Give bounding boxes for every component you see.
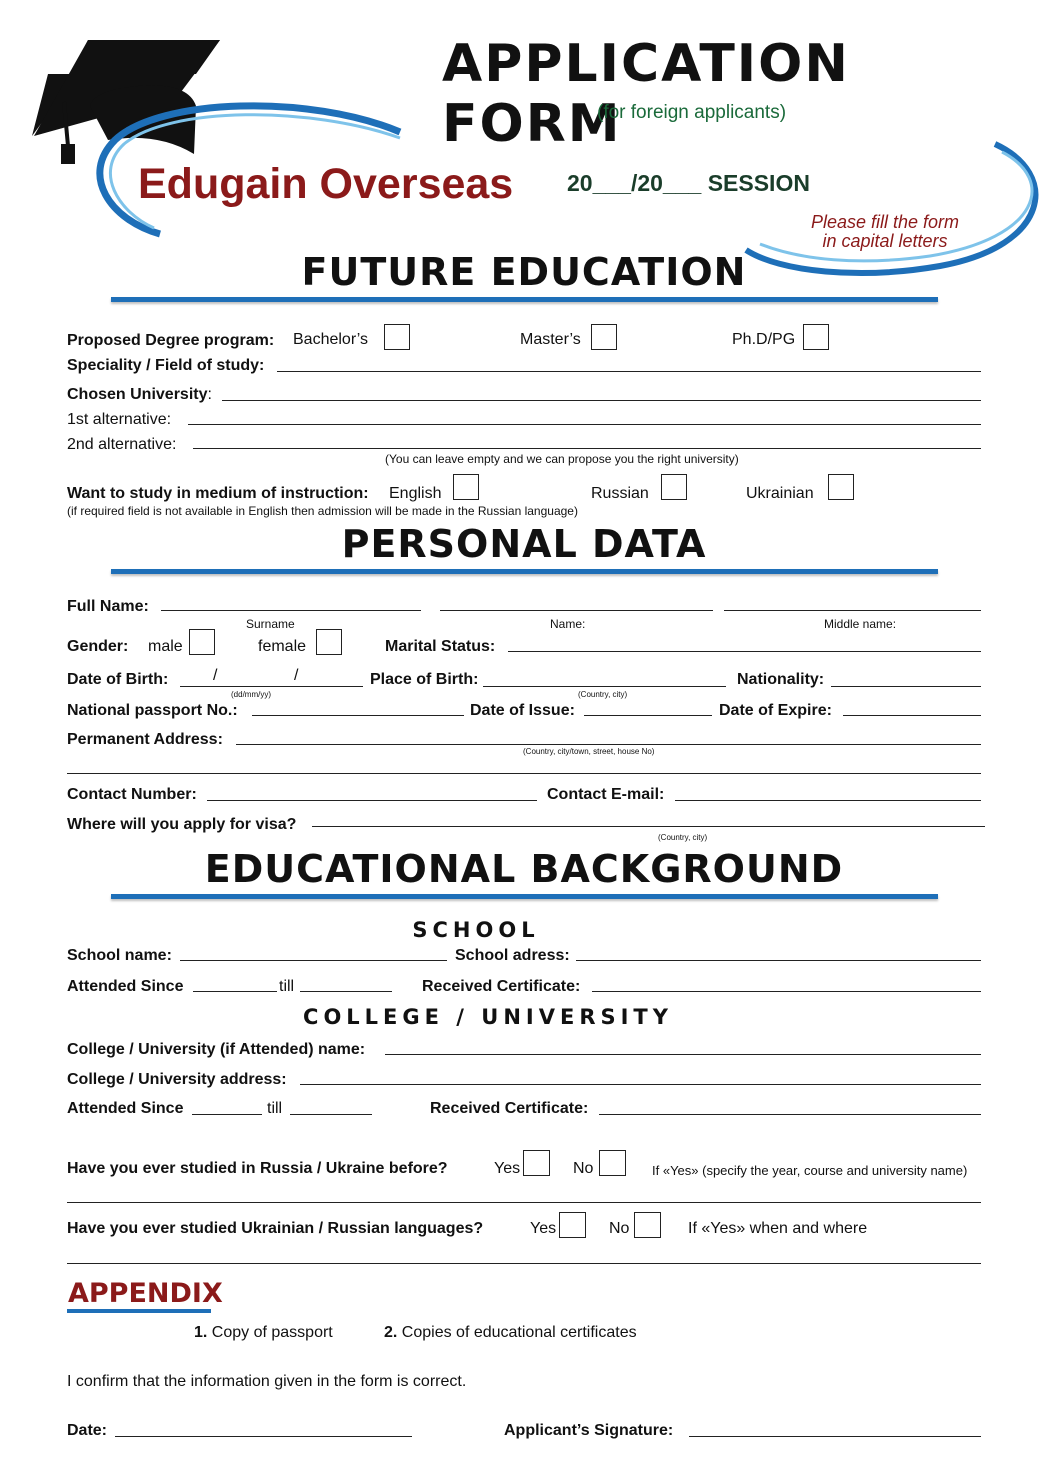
pob-field[interactable] (483, 686, 726, 687)
college-till-label: till (267, 1100, 283, 1117)
session-field: 20___/20___ SESSION (567, 170, 810, 196)
expire-field[interactable] (843, 715, 981, 716)
pob-label: Place of Birth: (370, 671, 479, 688)
studied-yes-label: Yes (494, 1160, 521, 1177)
languages-no-checkbox[interactable] (634, 1212, 661, 1238)
signature-field[interactable] (689, 1436, 981, 1437)
appendix-heading: APPENDIX (68, 1278, 223, 1309)
email-field[interactable] (675, 800, 981, 801)
fill-note-line1: Please fill the form (810, 212, 960, 232)
nationality-label: Nationality: (737, 671, 825, 688)
visa-label: Where will you apply for visa? (67, 816, 297, 833)
dob-slash-1: / (213, 667, 218, 684)
school-certificate-label: Received Certificate: (422, 978, 581, 995)
pob-hint: (Country, city) (578, 690, 628, 699)
medium-label: Want to study in medium of instruction: (67, 485, 369, 502)
school-certificate-field[interactable] (592, 991, 981, 992)
marital-label: Marital Status: (385, 638, 496, 655)
alt1-label: 1st alternative: (67, 411, 172, 428)
studied-no-checkbox[interactable] (599, 1150, 626, 1176)
languages-note: If «Yes» when and where (688, 1220, 868, 1237)
school-since-field[interactable] (193, 991, 277, 992)
appendix-item-1-num: 1. (194, 1324, 208, 1341)
female-checkbox[interactable] (316, 629, 342, 655)
email-label: Contact E-mail: (547, 786, 665, 803)
alt1-field[interactable] (188, 424, 981, 425)
appendix-item-2-num: 2. (384, 1324, 398, 1341)
university-label (67, 386, 212, 404)
medium-note: (if required field is not available in English then admission will be made in the Russian language) (67, 504, 578, 518)
speciality-label: Speciality / Field of study: (67, 357, 265, 374)
section-educational-background: EDUCATIONAL BACKGROUND (204, 847, 844, 891)
section-divider (111, 894, 938, 899)
college-certificate-field[interactable] (599, 1114, 981, 1115)
visa-field[interactable] (312, 826, 985, 827)
alt2-field[interactable] (193, 448, 981, 449)
college-heading: COLLEGE / UNIVERSITY (303, 1005, 673, 1029)
russian-checkbox[interactable] (661, 474, 687, 500)
middle-name-hint: Middle name: (824, 617, 897, 631)
appendix-item-2 (384, 1324, 637, 1342)
school-heading: SCHOOL (412, 918, 540, 942)
bachelor-label: Bachelor’s (293, 331, 369, 348)
master-checkbox[interactable] (591, 324, 617, 350)
languages-yes-label: Yes (530, 1220, 557, 1237)
studied-no-label: No (573, 1160, 594, 1177)
appendix-item-2-text: Copies of educational certificates (401, 1324, 637, 1341)
passport-field[interactable] (252, 715, 464, 716)
date-label: Date: (67, 1422, 108, 1439)
ukrainian-label: Ukrainian (746, 485, 814, 502)
nationality-field[interactable] (831, 686, 981, 687)
bachelor-checkbox[interactable] (384, 324, 410, 350)
male-label: male (148, 638, 183, 655)
school-address-label: School adress: (455, 947, 570, 964)
page-title: APPLICATION FORM (442, 34, 850, 154)
surname-hint: Surname (246, 617, 295, 631)
college-name-label: College / University (if Attended) name: (67, 1041, 366, 1058)
contact-field[interactable] (207, 800, 537, 801)
college-address-label: College / University address: (67, 1071, 287, 1088)
signature-label: Applicant’s Signature: (504, 1422, 674, 1439)
middle-name-field[interactable] (724, 610, 981, 611)
dob-label: Date of Birth: (67, 671, 169, 688)
male-checkbox[interactable] (189, 629, 215, 655)
ukrainian-checkbox[interactable] (828, 474, 854, 500)
phd-checkbox[interactable] (803, 324, 829, 350)
page-subtitle: (for foreign applicants) (597, 102, 787, 123)
address-field[interactable] (236, 744, 981, 745)
languages-yes-checkbox[interactable] (559, 1212, 586, 1238)
appendix-item-1 (194, 1324, 333, 1342)
college-certificate-label: Received Certificate: (430, 1100, 589, 1117)
college-name-field[interactable] (385, 1054, 981, 1055)
school-till-label: till (279, 978, 295, 995)
marital-field[interactable] (508, 651, 981, 652)
college-address-field[interactable] (300, 1084, 981, 1085)
full-name-label: Full Name: (67, 598, 149, 615)
degree-label: Proposed Degree program: (67, 332, 275, 349)
appendix-underline (67, 1309, 211, 1313)
english-checkbox[interactable] (453, 474, 479, 500)
appendix-item-1-text: Copy of passport (211, 1324, 333, 1341)
confirm-text: I confirm that the information given in the form is correct. (67, 1373, 467, 1390)
dob-hint: (dd/mm/yy) (231, 690, 271, 699)
dob-field[interactable] (180, 686, 363, 687)
school-name-field[interactable] (180, 960, 447, 961)
gender-label: Gender: (67, 638, 129, 655)
studied-note: If «Yes» (specify the year, course and university name) (652, 1163, 968, 1178)
english-label: English (389, 485, 442, 502)
contact-label: Contact Number: (67, 786, 197, 803)
languages-details-field[interactable] (67, 1263, 981, 1264)
section-divider (111, 569, 938, 574)
address-field-2[interactable] (67, 773, 981, 774)
school-till-field[interactable] (300, 991, 392, 992)
surname-field[interactable] (161, 610, 421, 611)
alt-note: (You can leave empty and we can propose you the right university) (385, 452, 739, 466)
school-attended-label: Attended Since (67, 978, 184, 995)
logo-text: Edugain Overseas (138, 160, 514, 208)
russian-label: Russian (591, 485, 649, 502)
date-field[interactable] (115, 1436, 412, 1437)
studied-details-field[interactable] (67, 1202, 981, 1203)
university-label-text: Chosen University (67, 386, 208, 403)
fill-note-line2: in capital letters (822, 231, 948, 251)
college-attended-label: Attended Since (67, 1100, 184, 1117)
section-divider (111, 297, 938, 302)
dob-slash-2: / (294, 667, 299, 684)
issue-label: Date of Issue: (470, 702, 575, 719)
languages-no-label: No (609, 1220, 630, 1237)
section-future-education: FUTURE EDUCATION (301, 250, 747, 294)
college-till-field[interactable] (290, 1114, 372, 1115)
master-label: Master’s (520, 331, 581, 348)
university-field[interactable] (222, 400, 981, 401)
address-label: Permanent Address: (67, 731, 223, 748)
section-personal-data: PERSONAL DATA (341, 522, 707, 566)
alt2-label: 2nd alternative: (67, 436, 177, 453)
fill-note (780, 213, 990, 251)
school-name-label: School name: (67, 947, 172, 964)
languages-question: Have you ever studied Ukrainian / Russian languages? (67, 1220, 484, 1237)
school-address-field[interactable] (576, 960, 981, 961)
phd-label: Ph.D/PG (732, 331, 796, 348)
female-label: female (258, 638, 307, 655)
visa-hint: (Country, city) (658, 833, 708, 842)
speciality-field[interactable] (277, 371, 981, 372)
issue-field[interactable] (584, 715, 712, 716)
name-hint: Name: (550, 617, 586, 631)
college-since-field[interactable] (192, 1114, 262, 1115)
studied-question: Have you ever studied in Russia / Ukraine before? (67, 1160, 448, 1177)
address-hint: (Country, city/town, street, house No) (523, 747, 655, 756)
expire-label: Date of Expire: (719, 702, 832, 719)
university-label-colon: : (207, 386, 212, 403)
passport-label: National passport No.: (67, 702, 238, 719)
studied-yes-checkbox[interactable] (523, 1150, 550, 1176)
name-field[interactable] (440, 610, 713, 611)
